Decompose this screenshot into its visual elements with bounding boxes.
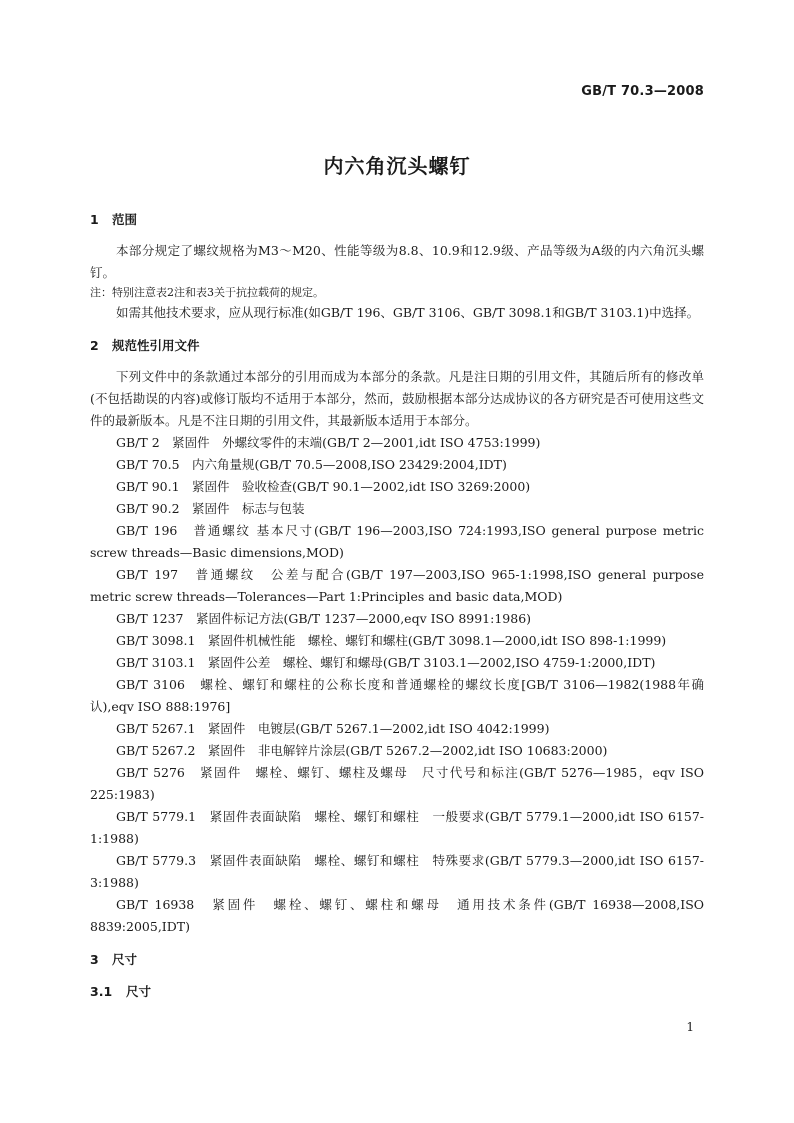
page-number: 1 [686, 1020, 694, 1034]
section-3-heading [90, 950, 704, 970]
section-number: 3.1 [90, 984, 113, 999]
reference-item: GB/T 2 紧固件 外螺纹零件的末端(GB/T 2—2001,idt ISO 4753:1999) [116, 435, 541, 450]
reference-item: GB/T 5276 紧固件 螺栓、螺钉、螺柱及螺母 尺寸代号和标注(GB/T 5276—1985，eqv ISO 225:1983) [90, 765, 704, 802]
reference-item: GB/T 90.1 紧固件 验收检查(GB/T 90.1—2002,idt ISO 3269:2000) [116, 479, 531, 494]
document-title: 内六角沉头螺钉 [323, 154, 471, 178]
reference-item: GB/T 1237 紧固件标记方法(GB/T 1237—2000,eqv ISO 8991:1986) [116, 611, 532, 626]
section-number: 2 [90, 338, 99, 353]
reference-item: GB/T 70.5 内六角量规(GB/T 70.5—2008,ISO 23429:2004,IDT) [116, 457, 507, 472]
standard-code: GB/T 70.3—2008 [581, 84, 704, 99]
reference-item: GB/T 3103.1 紧固件公差 螺栓、螺钉和螺母(GB/T 3103.1—2002,ISO 4759-1:2000,IDT) [116, 655, 656, 670]
section-2-heading [90, 336, 704, 356]
scope-note: 注：特别注意表2注和表3关于抗拉载荷的规定。 [90, 286, 324, 299]
section-1-heading [90, 210, 704, 230]
scope-paragraph: 本部分规定了螺纹规格为M3～M20、性能等级为8.8、10.9和12.9级、产品等级为A级的内六角沉头螺钉。 [90, 243, 704, 280]
references-intro: 下列文件中的条款通过本部分的引用而成为本部分的条款。凡是注日期的引用文件，其随后所有的修改单(不包括勘误的内容)或修订版均不适用于本部分，然而，鼓励根据本部分达成协议的各方研究是否可使用这些文件的最新版本。凡是不注日期的引用文件，其最新版本适用于本部分。 [90, 369, 704, 428]
reference-item: GB/T 3098.1 紧固件机械性能 螺栓、螺钉和螺柱(GB/T 3098.1—2000,idt ISO 898-1:1999) [116, 633, 667, 648]
section-3-1-heading [90, 982, 704, 1002]
reference-item: GB/T 5779.3 紧固件表面缺陷 螺栓、螺钉和螺柱 特殊要求(GB/T 5779.3—2000,idt ISO 6157-3:1988) [90, 853, 704, 890]
document-body [90, 210, 704, 1002]
section-title: 规范性引用文件 [112, 338, 200, 353]
reference-item: GB/T 197 普通螺纹 公差与配合(GB/T 197—2003,ISO 965-1:1998,ISO general purpose metric screw threads—Tolerances—Part 1:Principles and basic data,MOD) [90, 567, 704, 604]
reference-item: GB/T 3106 螺栓、螺钉和螺柱的公称长度和普通螺栓的螺纹长度[GB/T 3106—1982(1988年确认),eqv ISO 888:1976] [90, 677, 704, 714]
section-title: 尺寸 [126, 984, 152, 999]
reference-item: GB/T 196 普通螺纹 基本尺寸(GB/T 196—2003,ISO 724:1993,ISO general purpose metric screw threads—Basic dimensions,MOD) [90, 523, 704, 560]
reference-item: GB/T 5779.1 紧固件表面缺陷 螺栓、螺钉和螺柱 一般要求(GB/T 5779.1—2000,idt ISO 6157-1:1988) [90, 809, 704, 846]
scope-paragraph-2: 如需其他技术要求，应从现行标准(如GB/T 196、GB/T 3106、GB/T 3098.1和GB/T 3103.1)中选择。 [116, 305, 700, 320]
reference-item: GB/T 5267.2 紧固件 非电解锌片涂层(GB/T 5267.2—2002,idt ISO 10683:2000) [116, 743, 608, 758]
section-title: 范围 [112, 212, 138, 227]
section-number: 1 [90, 212, 99, 227]
reference-item: GB/T 16938 紧固件 螺栓、螺钉、螺柱和螺母 通用技术条件(GB/T 16938—2008,ISO 8839:2005,IDT) [90, 897, 704, 934]
reference-item: GB/T 90.2 紧固件 标志与包装 [116, 501, 305, 516]
reference-item: GB/T 5267.1 紧固件 电镀层(GB/T 5267.1—2002,idt ISO 4042:1999) [116, 721, 550, 736]
section-number: 3 [90, 952, 99, 967]
section-title: 尺寸 [112, 952, 138, 967]
